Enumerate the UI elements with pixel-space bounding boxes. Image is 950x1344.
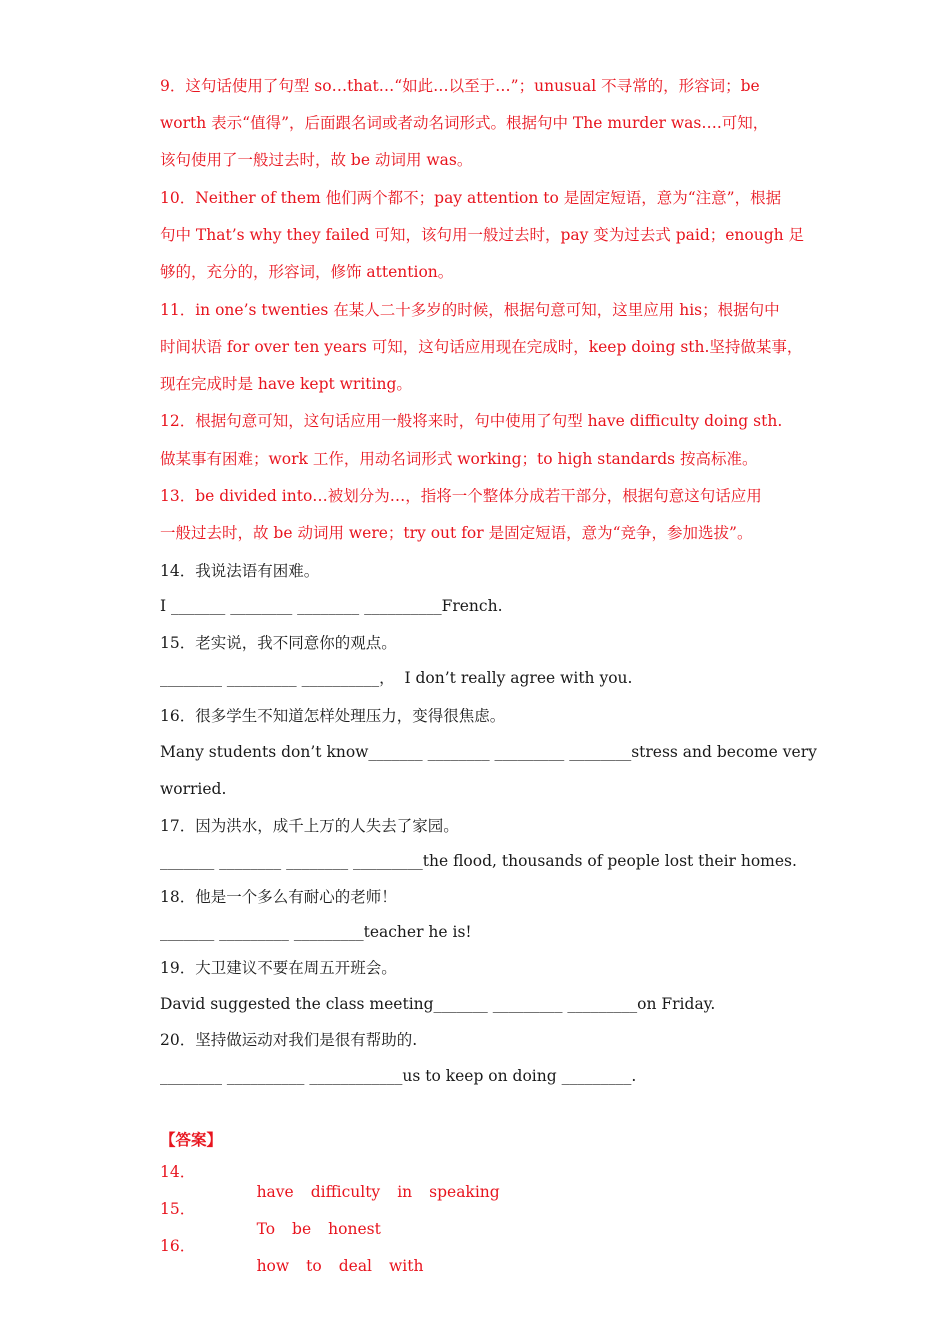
answer-heading: 【答案】 [160, 1130, 223, 1149]
answer-word: honest [328, 1220, 381, 1238]
explanation-line: worth 表示“值得”，后面跟名词或者动名词形式。根据句中 The murder was….可知， [160, 114, 769, 132]
question-prompt: 16．很多学生不知道怎样处理压力，变得很焦虑。 [160, 707, 506, 725]
answer-word: To [256, 1220, 276, 1238]
question-prompt: 20．坚持做运动对我们是很有帮助的. [160, 1031, 418, 1049]
answer-word: difficulty [310, 1183, 381, 1201]
explanation-line: 该句使用了一般过去时，故 be 动词用 was。 [160, 151, 473, 169]
question-blank-line: _______ ________ ________ _________the flood, thousands of people lost their homes. [160, 852, 797, 870]
question-blank-line: ________ __________ ____________us to keep on doing _________. [160, 1067, 637, 1085]
answer-word: with [389, 1257, 424, 1275]
explanation-line: 9．这句话使用了句型 so…that…“如此…以至于…”；unusual 不寻常的，形容词；be [160, 77, 760, 95]
answer-words [227, 1236, 440, 1296]
explanation-line: 时间状语 for over ten years 可知，这句话应用现在完成时，keep doing sth.坚持做某事， [160, 338, 803, 356]
question-blank-line: I _______ ________ ________ __________French. [160, 597, 503, 615]
question-blank-line: worried. [160, 780, 227, 798]
answer-number: 14． [160, 1163, 196, 1181]
explanation-line: 10．Neither of them 他们两个都不；pay attention to 是固定短语，意为“注意”，根据 [160, 189, 782, 207]
question-prompt: 14．我说法语有困难。 [160, 562, 320, 580]
question-prompt: 17．因为洪水，成千上万的人失去了家园。 [160, 817, 459, 835]
answer-word: be [292, 1220, 312, 1238]
answer-word: deal [338, 1257, 373, 1275]
explanation-line: 一般过去时，故 be 动词用 were；try out for 是固定短语，意为“竞争，参加选拔”。 [160, 524, 753, 542]
question-prompt: 15．老实说，我不同意你的观点。 [160, 634, 397, 652]
question-blank-line: David suggested the class meeting_______ _________ _________on Friday. [160, 995, 716, 1013]
question-prompt: 19．大卫建议不要在周五开班会。 [160, 959, 397, 977]
answer-word: speaking [429, 1183, 500, 1201]
question-blank-line: ________ _________ __________， I don’t really agree with you. [160, 669, 633, 687]
explanation-line: 句中 That’s why they failed 可知，该句用一般过去时，pay 变为过去式 paid；enough 足 [160, 226, 805, 244]
explanation-line: 做某事有困难；work 工作，用动名词形式 working；to high standards 按高标准。 [160, 450, 758, 468]
question-prompt: 18．他是一个多么有耐心的老师！ [160, 888, 397, 906]
explanation-line: 13．be divided into…被划分为…，指将一个整体分成若干部分，根据句意这句话应用 [160, 487, 762, 505]
answer-word: to [306, 1257, 322, 1275]
answer-number: 16． [160, 1237, 196, 1255]
answer-word: in [397, 1183, 413, 1201]
explanation-line: 现在完成时是 have kept writing。 [160, 375, 412, 393]
question-blank-line: Many students don’t know_______ ________ _________ ________stress and become very [160, 743, 817, 761]
answer-number: 15． [160, 1200, 196, 1218]
explanation-line: 12．根据句意可知，这句话应用一般将来时，句中使用了句型 have difficulty doing sth. [160, 412, 783, 430]
question-blank-line: _______ _________ _________teacher he is! [160, 923, 472, 941]
explanation-line: 11．in one’s twenties 在某人二十多岁的时候，根据句意可知，这里应用 his；根据句中 [160, 301, 780, 319]
explanation-line: 够的，充分的，形容词，修饰 attention。 [160, 263, 454, 281]
answer-word: have [256, 1183, 294, 1201]
answer-word: how [256, 1257, 290, 1275]
